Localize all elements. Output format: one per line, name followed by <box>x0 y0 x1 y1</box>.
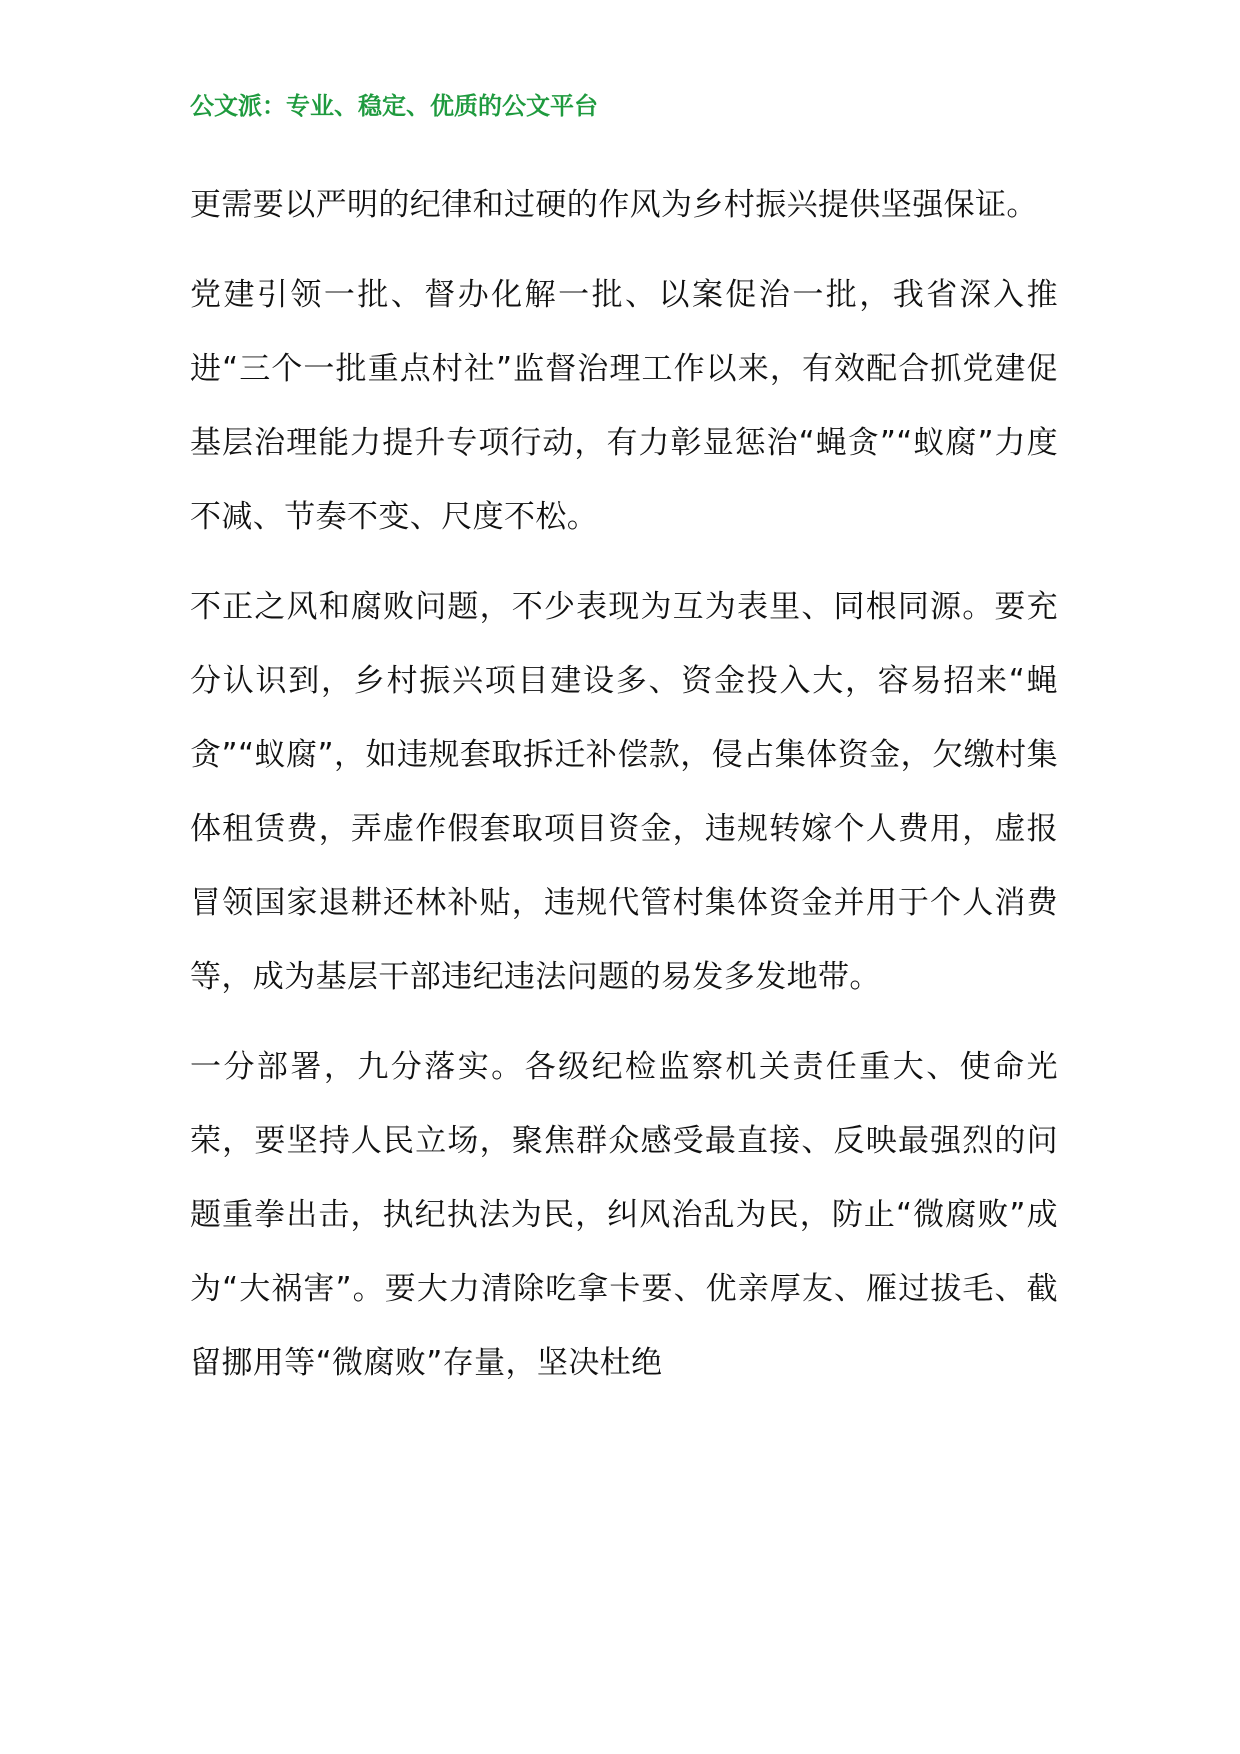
page-header-title: 公文派：专业、稳定、优质的公文平台 <box>190 92 598 120</box>
paragraph-2: 党建引领一批、督办化解一批、以案促治一批，我省深入推进“三个一批重点村社”监督治理工作以来，有效配合抓党建促基层治理能力提升专项行动，有力彰显惩治“蝇贪”“蚁腐”力度不减、节奏不变、尺度不松。 <box>190 277 1058 535</box>
document-body <box>190 168 1058 1416</box>
paragraph-4: 一分部署，九分落实。各级纪检监察机关责任重大、使命光荣，要坚持人民立场，聚焦群众感受最直接、反映最强烈的问题重拳出击，执纪执法为民，纠风治乱为民，防止“微腐败”成为“大祸害”。要大力清除吃拿卡要、优亲厚友、雁过拔毛、截留挪用等“微腐败”存量，坚决杜绝 <box>190 1049 1058 1381</box>
paragraph-3: 不正之风和腐败问题，不少表现为互为表里、同根同源。要充分认识到，乡村振兴项目建设多、资金投入大，容易招来“蝇贪”“蚁腐”，如违规套取拆迁补偿款，侵占集体资金，欠缴村集体租赁费，弄虚作假套取项目资金，违规转嫁个人费用，虚报冒领国家退耕还林补贴，违规代管村集体资金并用于个人消费等，成为基层干部违纪违法问题的易发多发地带。 <box>190 589 1058 995</box>
paragraph-1: 更需要以严明的纪律和过硬的作风为乡村振兴提供坚强保证。 <box>190 187 1038 223</box>
